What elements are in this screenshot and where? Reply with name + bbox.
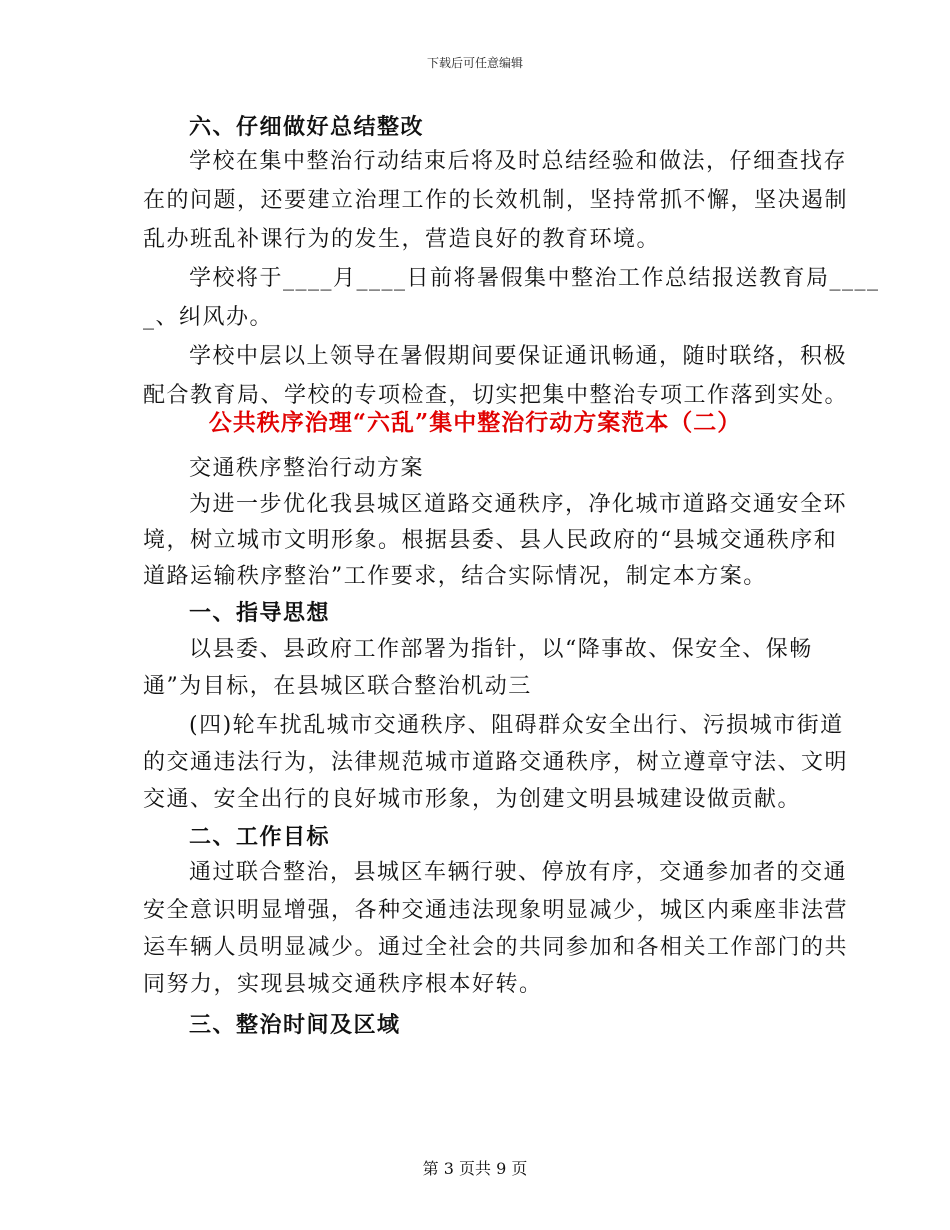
paragraph-line: 学校将于____月____日前将暑假集中整治工作总结报送教育局____ — [189, 266, 880, 291]
paragraph-line: 同努力，实现县城交通秩序根本好转。 — [143, 972, 543, 997]
paragraph-line: 道路运输秩序整治”工作要求，结合实际情况，制定本方案。 — [143, 564, 767, 589]
section-heading-1: 一、指导思想 — [189, 600, 331, 626]
section-heading-6: 六、仔细做好总结整改 — [189, 114, 425, 140]
paragraph-line: _、纠风办。 — [143, 305, 274, 330]
paragraph-line: 学校在集中整治行动结束后将及时总结经验和做法，仔细查找存 — [189, 149, 848, 174]
paragraph-line: 以县委、县政府工作部署为指针，以“降事故、保安全、保畅 — [189, 637, 813, 662]
paragraph-line: 为进一步优化我县城区道路交通秩序，净化城市道路交通安全环 — [189, 492, 848, 517]
paragraph-line: 在的问题，还要建立治理工作的长效机制，坚持常抓不懈，坚决遏制 — [143, 188, 849, 213]
page-number: 第 3 页共 9 页 — [422, 1159, 528, 1178]
paragraph-line: 学校中层以上领导在暑假期间要保证通讯畅通，随时联络，积极 — [189, 344, 848, 369]
document-title: 公共秩序治理“六乱”集中整治行动方案范本（二） — [208, 409, 742, 436]
paragraph-line: 运车辆人员明显减少。通过全社会的共同参加和各相关工作部门的共 — [143, 935, 849, 960]
paragraph-line: 通”为目标，在县城区联合整治机动三 — [143, 674, 532, 699]
subtitle-line: 交通秩序整治行动方案 — [189, 456, 425, 481]
paragraph-line: 交通、安全出行的良好城市形象，为创建文明县城建设做贡献。 — [143, 787, 802, 812]
paragraph-line: 的交通违法行为，法律规范城市道路交通秩序，树立遵章守法、文明 — [143, 750, 849, 775]
paragraph-line: 安全意识明显增强，各种交通违法现象明显减少，城区内乘座非法营 — [143, 898, 849, 923]
section-heading-3: 三、整治时间及区域 — [189, 1012, 401, 1038]
paragraph-line: 通过联合整治，县城区车辆行驶、停放有序，交通参加者的交通 — [189, 860, 848, 885]
paragraph-line: 境，树立城市文明形象。根据县委、县人民政府的“县城交通秩序和 — [143, 528, 838, 553]
paragraph-line: 乱办班乱补课行为的发生，营造良好的教育环境。 — [143, 227, 661, 252]
section-heading-2: 二、工作目标 — [189, 824, 331, 850]
page-header: 下载后可任意编辑 — [426, 56, 523, 70]
paragraph-line: (四)轮车扰乱城市交通秩序、阻碍群众安全出行、污损城市街道 — [189, 713, 844, 738]
paragraph-line: 配合教育局、学校的专项检查，切实把集中整治专项工作落到实处。 — [143, 383, 849, 408]
